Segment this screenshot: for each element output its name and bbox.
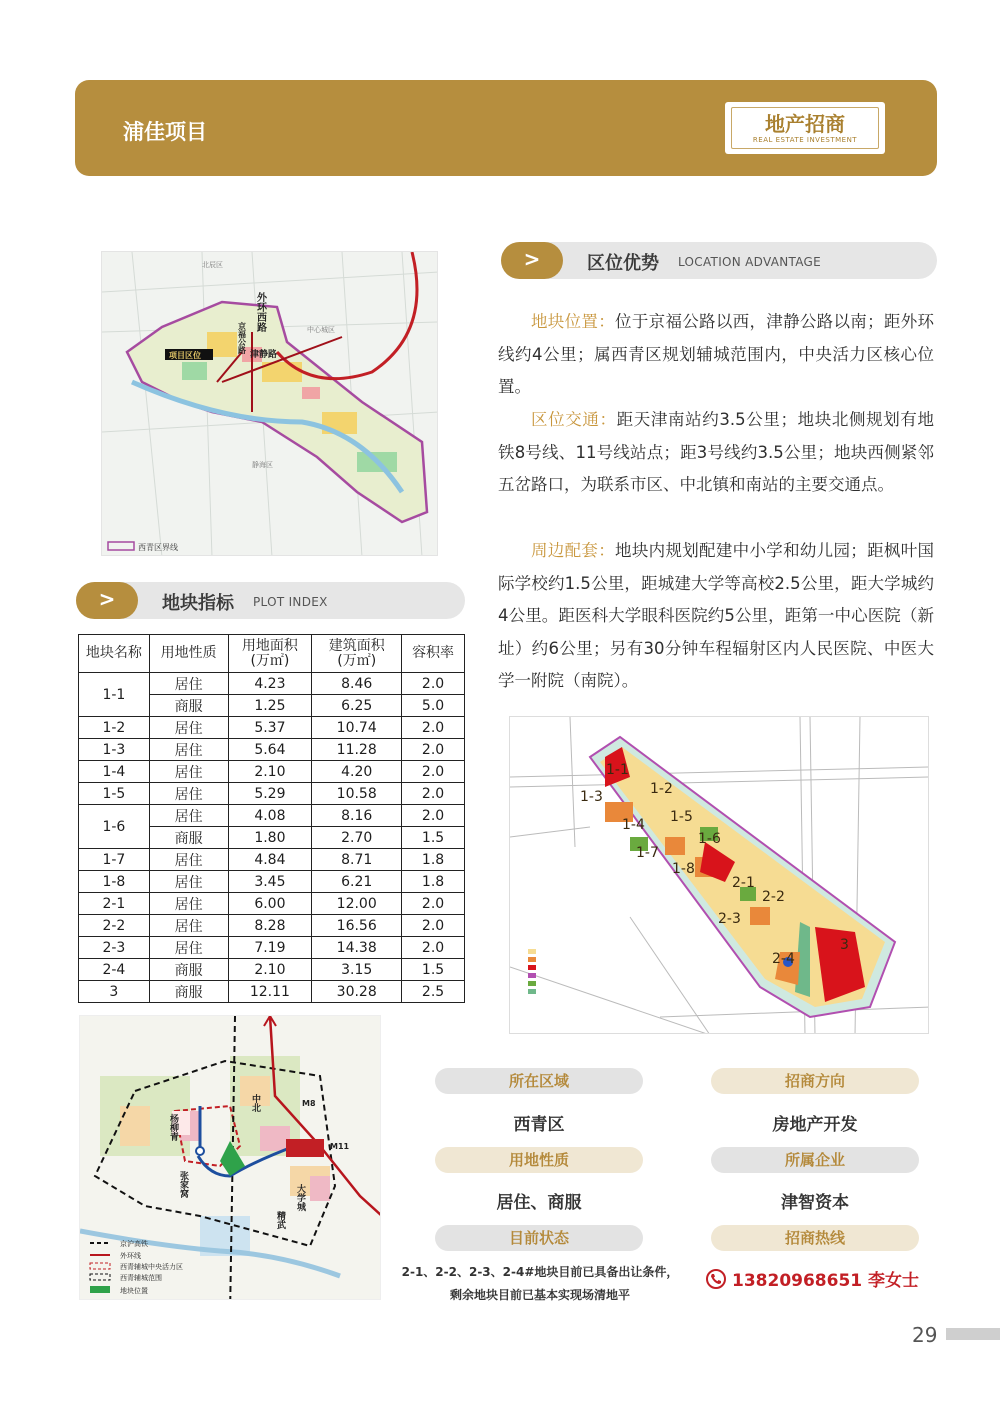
location-heading-en: LOCATION ADVANTAGE bbox=[678, 255, 822, 269]
company-value: 津智资本 bbox=[781, 1193, 849, 1213]
district-plan-map bbox=[79, 1015, 381, 1300]
cell-land-area: 5.37 bbox=[228, 717, 312, 739]
region-value: 西青区 bbox=[513, 1115, 565, 1135]
cell-land-use: 居住 bbox=[149, 871, 228, 893]
cell-building-area: 6.21 bbox=[312, 871, 402, 893]
cell-land-use: 居住 bbox=[149, 783, 228, 805]
cell-land-use: 商服 bbox=[149, 827, 228, 849]
plan-block-label: 2-3 bbox=[718, 911, 741, 927]
table-row bbox=[79, 805, 465, 827]
plot-heading-en: PLOT INDEX bbox=[253, 595, 328, 609]
plan-block-label: 1-5 bbox=[670, 809, 693, 825]
cell-far: 2.0 bbox=[402, 937, 465, 959]
header-banner bbox=[75, 80, 937, 176]
plot-index-heading bbox=[76, 582, 465, 619]
jinjing-road-label: 津静路 bbox=[250, 350, 278, 360]
plan-block-label: 1-8 bbox=[672, 861, 695, 877]
cell-land-area: 3.45 bbox=[228, 871, 312, 893]
cell-building-area: 10.74 bbox=[312, 717, 402, 739]
plan-block-label: 2-2 bbox=[762, 889, 785, 905]
legend-plot-location: 地块位置 bbox=[120, 1287, 148, 1295]
plot-heading-cn: 地块指标 bbox=[162, 593, 234, 614]
cell-land-use: 居住 bbox=[149, 717, 228, 739]
landuse-tag: 用地性质 bbox=[435, 1147, 643, 1173]
cell-plot-name: 2-2 bbox=[79, 915, 150, 937]
cell-plot-name: 1-5 bbox=[79, 783, 150, 805]
table-row bbox=[79, 959, 465, 981]
legend-hsr: 京沪高铁 bbox=[120, 1240, 148, 1248]
table-body bbox=[79, 673, 465, 1003]
table-header-row bbox=[79, 635, 465, 673]
table-row bbox=[79, 783, 465, 805]
amenities-paragraph: 周边配套：地块内规划配建中小学和幼儿园；距枫叶国际学校约1.5公里，距城建大学等高校2.5公里，距大学城约4公里。距医科大学眼科医院约5公里，距第一中心医院（新址）约6公里；另有30分钟车程辐射区内人民医院、中医大学一附院（南院）。 bbox=[498, 541, 935, 690]
cell-plot-name: 1-6 bbox=[79, 805, 150, 849]
cell-building-area: 11.28 bbox=[312, 739, 402, 761]
hotline-number: 13820968651 李女士 bbox=[732, 1271, 920, 1291]
cell-building-area: 8.46 bbox=[312, 673, 402, 695]
plan-block-label: 3 bbox=[840, 937, 849, 953]
outer-ring-road-label: 外环西路 bbox=[254, 292, 266, 332]
cell-land-area: 5.64 bbox=[228, 739, 312, 761]
location-heading-cn: 区位优势 bbox=[587, 253, 659, 274]
location-map-graphic bbox=[102, 252, 438, 556]
legend-ring-road: 外环线 bbox=[120, 1252, 141, 1260]
cell-plot-name: 2-4 bbox=[79, 959, 150, 981]
cell-land-use: 商服 bbox=[149, 981, 228, 1003]
cell-building-area: 10.58 bbox=[312, 783, 402, 805]
col-land-use: 用地性质 bbox=[149, 635, 228, 673]
col-land-area: 用地面积 (万㎡) bbox=[228, 635, 312, 673]
table-row bbox=[79, 761, 465, 783]
boundary-legend: 西青区界线 bbox=[138, 543, 178, 552]
status-line-2: 剩余地块目前已基本实现场清地平 bbox=[449, 1288, 630, 1302]
cell-land-area: 4.84 bbox=[228, 849, 312, 871]
plan-block-label: 2-4 bbox=[772, 951, 795, 967]
cell-land-area: 4.08 bbox=[228, 805, 312, 827]
plot-index-table bbox=[78, 634, 465, 1003]
phone-icon bbox=[706, 1269, 726, 1289]
cell-land-use: 居住 bbox=[149, 915, 228, 937]
cell-land-use: 商服 bbox=[149, 695, 228, 717]
cell-plot-name: 1-1 bbox=[79, 673, 150, 717]
cell-plot-name: 1-2 bbox=[79, 717, 150, 739]
zhongbei-label: 中北 bbox=[250, 1094, 260, 1112]
north-district-label: 北辰区 bbox=[202, 261, 223, 269]
cell-building-area: 2.70 bbox=[312, 827, 402, 849]
hotline-tag: 招商热线 bbox=[711, 1225, 919, 1251]
location-arrow-icon: > bbox=[501, 242, 563, 279]
cell-land-area: 1.25 bbox=[228, 695, 312, 717]
plan-block-label: 1-7 bbox=[636, 845, 659, 861]
cell-land-area: 6.00 bbox=[228, 893, 312, 915]
table-row bbox=[79, 739, 465, 761]
cell-land-area: 5.29 bbox=[228, 783, 312, 805]
cell-building-area: 14.38 bbox=[312, 937, 402, 959]
cell-plot-name: 1-4 bbox=[79, 761, 150, 783]
university-town-label: 大学城 bbox=[295, 1184, 305, 1211]
m11-label: M11 bbox=[330, 1142, 350, 1151]
cell-far: 2.0 bbox=[402, 805, 465, 827]
landuse-value: 居住、商服 bbox=[496, 1193, 582, 1213]
plan-block-label: 2-1 bbox=[732, 875, 755, 891]
cell-plot-name: 2-1 bbox=[79, 893, 150, 915]
cell-far: 2.0 bbox=[402, 915, 465, 937]
cell-building-area: 16.56 bbox=[312, 915, 402, 937]
plan-block-label: 1-4 bbox=[622, 817, 645, 833]
status-line-1: 2-1、2-2、2-3、2-4#地块目前已具备出让条件， bbox=[401, 1265, 679, 1279]
cell-land-use: 居住 bbox=[149, 893, 228, 915]
page-bar bbox=[946, 1328, 1000, 1340]
cell-building-area: 4.20 bbox=[312, 761, 402, 783]
table-row bbox=[79, 871, 465, 893]
cell-far: 1.5 bbox=[402, 959, 465, 981]
cell-land-area: 2.10 bbox=[228, 761, 312, 783]
cell-building-area: 8.71 bbox=[312, 849, 402, 871]
table-row bbox=[79, 893, 465, 915]
cell-land-use: 居住 bbox=[149, 937, 228, 959]
cell-far: 2.0 bbox=[402, 761, 465, 783]
cell-land-use: 居住 bbox=[149, 673, 228, 695]
cell-far: 2.0 bbox=[402, 739, 465, 761]
location-paragraph: 地块位置：位于京福公路以西，津静公路以南；距外环线约4公里；属西青区规划辅城范围内，中央活力区核心位置。 bbox=[498, 312, 935, 396]
cell-plot-name: 1-8 bbox=[79, 871, 150, 893]
col-plot-name: 地块名称 bbox=[79, 635, 150, 673]
district-plan-graphic bbox=[80, 1016, 381, 1300]
site-plan-map bbox=[509, 716, 929, 1034]
cell-far: 2.5 bbox=[402, 981, 465, 1003]
zhangjiawo-label: 张家窝 bbox=[178, 1171, 188, 1198]
table-row bbox=[79, 673, 465, 695]
project-location-label: 项目区位 bbox=[169, 351, 201, 360]
cell-land-use: 居住 bbox=[149, 761, 228, 783]
cell-land-area: 12.11 bbox=[228, 981, 312, 1003]
cell-land-area: 7.19 bbox=[228, 937, 312, 959]
plot-arrow-icon: > bbox=[76, 582, 138, 619]
status-tag: 目前状态 bbox=[435, 1225, 643, 1251]
cell-far: 2.0 bbox=[402, 673, 465, 695]
cell-building-area: 6.25 bbox=[312, 695, 402, 717]
central-city-label: 中心城区 bbox=[307, 326, 335, 334]
cell-land-use: 商服 bbox=[149, 959, 228, 981]
page-number: 29 bbox=[912, 1323, 938, 1347]
yangliuqing-label: 杨柳青 bbox=[168, 1114, 178, 1141]
cell-far: 1.5 bbox=[402, 827, 465, 849]
cell-far: 2.0 bbox=[402, 717, 465, 739]
cell-far: 5.0 bbox=[402, 695, 465, 717]
cell-plot-name: 3 bbox=[79, 981, 150, 1003]
plan-block-label: 1-1 bbox=[606, 762, 629, 778]
badge-sub-text: REAL ESTATE INVESTMENT bbox=[752, 136, 858, 144]
cell-land-use: 居住 bbox=[149, 849, 228, 871]
cell-building-area: 12.00 bbox=[312, 893, 402, 915]
project-title: 浦佳项目 bbox=[123, 120, 207, 144]
cell-building-area: 8.16 bbox=[312, 805, 402, 827]
site-plan-graphic bbox=[510, 717, 929, 1034]
table-row bbox=[79, 849, 465, 871]
cell-building-area: 30.28 bbox=[312, 981, 402, 1003]
legend-central-zone: 西青辅城中央活力区 bbox=[120, 1263, 183, 1271]
cell-land-area: 4.23 bbox=[228, 673, 312, 695]
direction-tag: 招商方向 bbox=[711, 1068, 919, 1094]
table-row bbox=[79, 937, 465, 959]
cell-land-use: 居住 bbox=[149, 739, 228, 761]
location-advantage-heading bbox=[501, 242, 937, 279]
cell-far: 1.8 bbox=[402, 849, 465, 871]
cell-land-area: 2.10 bbox=[228, 959, 312, 981]
company-tag: 所属企业 bbox=[711, 1147, 919, 1173]
table-row bbox=[79, 717, 465, 739]
transport-paragraph: 区位交通：距天津南站约3.5公里；地块北侧规划有地铁8号线、11号线站点；距3号线约3.5公里；地块西侧紧邻五岔路口，为联系市区、中北镇和南站的主要交通点。 bbox=[498, 410, 934, 494]
badge-main-text: 地产招商 bbox=[765, 112, 845, 136]
plan-block-label: 1-3 bbox=[580, 789, 603, 805]
region-tag: 所在区域 bbox=[435, 1068, 643, 1094]
cell-far: 2.0 bbox=[402, 783, 465, 805]
hotline[interactable] bbox=[706, 1266, 936, 1291]
cell-land-area: 8.28 bbox=[228, 915, 312, 937]
cell-land-use: 居住 bbox=[149, 805, 228, 827]
m8-label: M8 bbox=[302, 1099, 316, 1108]
jingfu-road-label: 京福公路 bbox=[237, 322, 247, 354]
plan-block-label: 1-6 bbox=[698, 831, 721, 847]
table-row bbox=[79, 915, 465, 937]
cell-building-area: 3.15 bbox=[312, 959, 402, 981]
plan-block-label: 1-2 bbox=[650, 781, 673, 797]
table-row bbox=[79, 981, 465, 1003]
cell-far: 2.0 bbox=[402, 893, 465, 915]
cell-plot-name: 1-7 bbox=[79, 849, 150, 871]
location-map bbox=[101, 251, 438, 556]
col-building-area: 建筑面积 (万㎡) bbox=[312, 635, 402, 673]
jinghai-district-label: 静海区 bbox=[252, 461, 273, 469]
cell-far: 1.8 bbox=[402, 871, 465, 893]
cell-land-area: 1.80 bbox=[228, 827, 312, 849]
cell-plot-name: 1-3 bbox=[79, 739, 150, 761]
col-far: 容积率 bbox=[402, 635, 465, 673]
direction-value: 房地产开发 bbox=[772, 1115, 858, 1135]
jingwu-label: 精武 bbox=[275, 1211, 285, 1229]
cell-plot-name: 2-3 bbox=[79, 937, 150, 959]
legend-subcity-range: 西青辅城范围 bbox=[120, 1274, 162, 1282]
category-badge bbox=[725, 102, 885, 154]
